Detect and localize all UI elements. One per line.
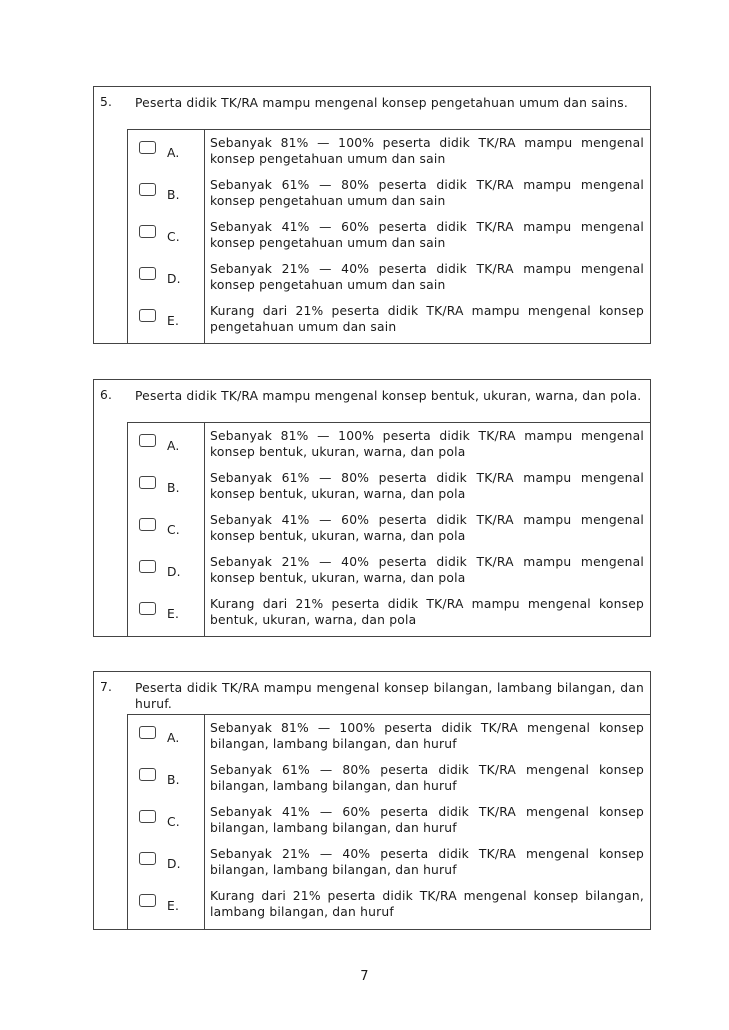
question-number: 7. (100, 680, 113, 694)
option-row (94, 426, 650, 468)
option-letter: D. (167, 857, 181, 871)
option-row (94, 886, 650, 928)
option-text: Sebanyak 41% — 60% peserta didik TK/RA mampu mengenal konsep pengetahuan umum dan sain (210, 220, 644, 250)
option-row (94, 718, 650, 760)
question-number: 5. (100, 95, 113, 109)
question-text: Peserta didik TK/RA mampu mengenal konsep bentuk, ukuran, warna, dan pola. (135, 389, 642, 403)
option-row (94, 217, 650, 259)
option-text: Sebanyak 21% — 40% peserta didik TK/RA mampu mengenal konsep pengetahuan umum dan sain (210, 262, 644, 292)
option-row (94, 259, 650, 301)
option-letter: B. (167, 481, 180, 495)
checkbox[interactable] (139, 726, 156, 739)
checkbox[interactable] (139, 810, 156, 823)
question-block (93, 379, 651, 637)
question-block (93, 86, 651, 344)
option-letter: E. (167, 899, 180, 913)
question-number: 6. (100, 388, 113, 402)
option-row (94, 802, 650, 844)
option-letter: D. (167, 272, 181, 286)
question-text: Peserta didik TK/RA mampu mengenal konsep pengetahuan umum dan sains. (135, 96, 628, 110)
option-text: Sebanyak 61% — 80% peserta didik TK/RA mampu mengenal konsep pengetahuan umum dan sain (210, 178, 644, 208)
checkbox[interactable] (139, 434, 156, 447)
option-text: Sebanyak 81% — 100% peserta didik TK/RA mampu mengenal konsep pengetahuan umum dan sain (210, 136, 644, 166)
checkbox[interactable] (139, 602, 156, 615)
option-letter: C. (167, 523, 180, 537)
divider (127, 129, 650, 130)
option-letter: D. (167, 565, 181, 579)
option-letter: A. (167, 146, 180, 160)
option-row (94, 760, 650, 802)
divider (127, 714, 650, 715)
checkbox[interactable] (139, 309, 156, 322)
option-letter: E. (167, 314, 180, 328)
checkbox[interactable] (139, 894, 156, 907)
question-text: Peserta didik TK/RA mampu mengenal konsep bilangan, lambang bilangan, dan huruf. (135, 681, 644, 711)
option-text: Sebanyak 61% — 80% peserta didik TK/RA mengenal konsep bilangan, lambang bilangan, dan huruf (210, 763, 644, 793)
page-number: 7 (360, 969, 369, 984)
option-row (94, 510, 650, 552)
checkbox[interactable] (139, 225, 156, 238)
divider (127, 422, 650, 423)
option-row (94, 844, 650, 886)
question-block (93, 671, 651, 930)
option-text: Sebanyak 41% — 60% peserta didik TK/RA mengenal konsep bilangan, lambang bilangan, dan huruf (210, 805, 644, 835)
option-text: Kurang dari 21% peserta didik TK/RA mampu mengenal konsep bentuk, ukuran, warna, dan pola (210, 597, 644, 627)
option-text: Sebanyak 61% — 80% peserta didik TK/RA mampu mengenal konsep bentuk, ukuran, warna, dan pola (210, 471, 644, 501)
option-row (94, 552, 650, 594)
checkbox[interactable] (139, 267, 156, 280)
option-letter: B. (167, 773, 180, 787)
checkbox[interactable] (139, 852, 156, 865)
checkbox[interactable] (139, 768, 156, 781)
checkbox[interactable] (139, 141, 156, 154)
checkbox[interactable] (139, 183, 156, 196)
option-letter: A. (167, 731, 180, 745)
option-row (94, 468, 650, 510)
option-letter: E. (167, 607, 180, 621)
question-header (94, 87, 650, 129)
option-text: Sebanyak 81% — 100% peserta didik TK/RA mampu mengenal konsep bentuk, ukuran, warna, dan pola (210, 429, 644, 459)
question-header (94, 672, 650, 714)
checkbox[interactable] (139, 476, 156, 489)
option-row (94, 594, 650, 636)
checkbox[interactable] (139, 518, 156, 531)
option-text: Kurang dari 21% peserta didik TK/RA mengenal konsep bilangan, lambang bilangan, dan huruf (210, 889, 644, 919)
option-letter: C. (167, 230, 180, 244)
question-header (94, 380, 650, 422)
option-row (94, 301, 650, 343)
option-letter: A. (167, 439, 180, 453)
option-text: Kurang dari 21% peserta didik TK/RA mampu mengenal konsep pengetahuan umum dan sain (210, 304, 644, 334)
option-row (94, 175, 650, 217)
checkbox[interactable] (139, 560, 156, 573)
option-text: Sebanyak 21% — 40% peserta didik TK/RA mengenal konsep bilangan, lambang bilangan, dan huruf (210, 847, 644, 877)
option-text: Sebanyak 21% — 40% peserta didik TK/RA mampu mengenal konsep bentuk, ukuran, warna, dan pola (210, 555, 644, 585)
option-row (94, 133, 650, 175)
option-letter: C. (167, 815, 180, 829)
option-text: Sebanyak 41% — 60% peserta didik TK/RA mampu mengenal konsep bentuk, ukuran, warna, dan pola (210, 513, 644, 543)
option-text: Sebanyak 81% — 100% peserta didik TK/RA mengenal konsep bilangan, lambang bilangan, dan huruf (210, 721, 644, 751)
option-letter: B. (167, 188, 180, 202)
